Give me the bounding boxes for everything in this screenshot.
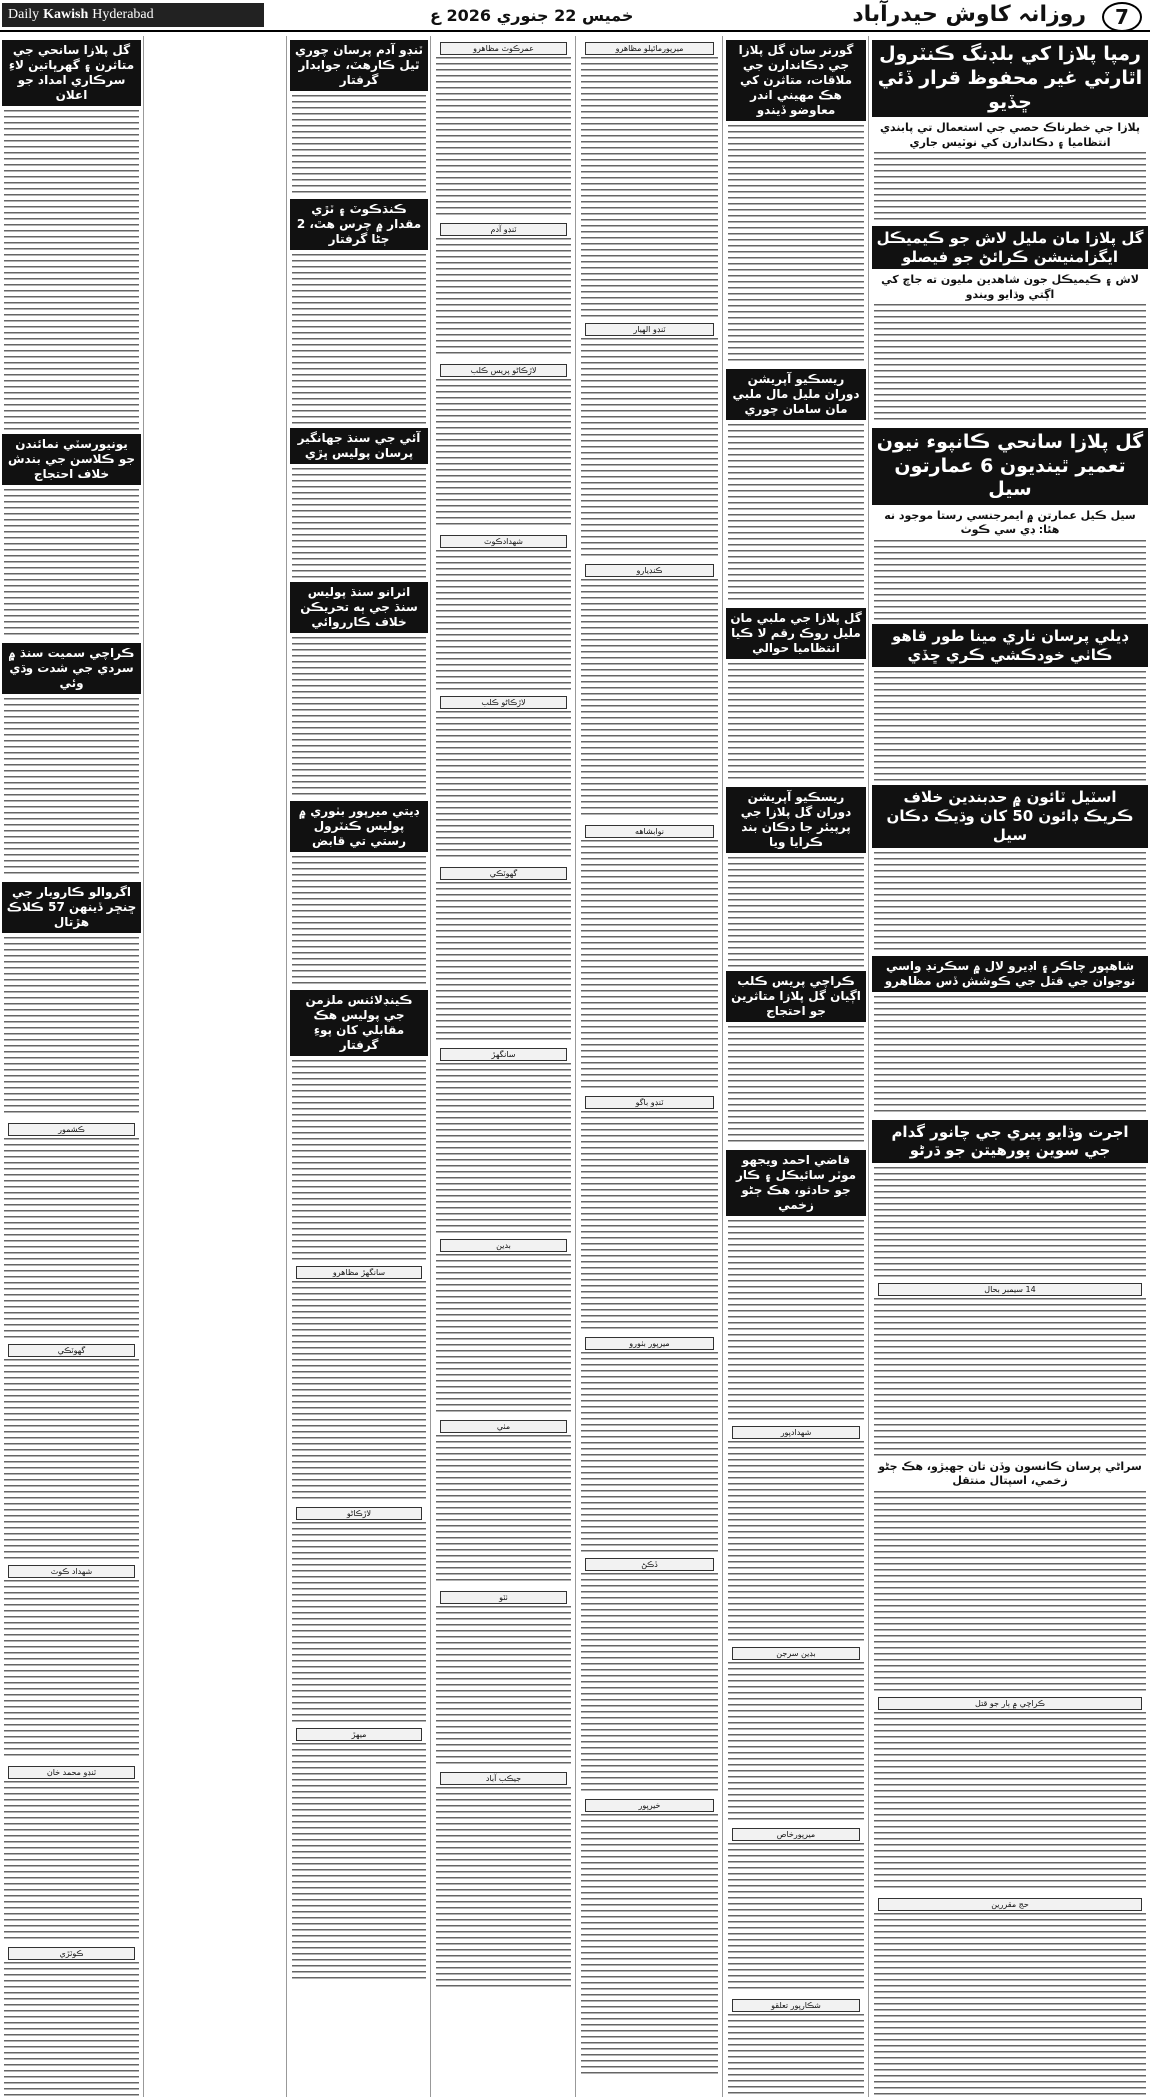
section-label: بدين xyxy=(440,1239,567,1252)
section-label: ڪوٽڙي xyxy=(8,1947,135,1960)
column-4 xyxy=(432,36,575,2097)
section-label: ٺٽو xyxy=(440,1591,567,1604)
section-label: ٽنڊو آدم xyxy=(440,223,567,236)
article-body xyxy=(581,1814,718,2074)
article-body xyxy=(292,254,426,424)
headline: ڊيتي ميرپور بٺوري ۾ پوليس ڪنٽرول رستي تي قابض xyxy=(290,801,428,852)
article-body xyxy=(4,1580,139,1760)
column-1 xyxy=(870,36,1150,2097)
headline: آئي جي سنڌ جهانگير پرسان پوليس ڀڙي xyxy=(290,428,428,464)
section-label: ڏڪڻ xyxy=(585,1558,714,1571)
article-body xyxy=(874,996,1146,1116)
column-6 xyxy=(0,36,143,2097)
headline: گل پلازا سانحي ڪانپوء نيون تعمير ٿينديون 6 عمارتون سيل xyxy=(872,428,1148,505)
article-body xyxy=(4,1359,139,1559)
masthead-city: Hyderabad xyxy=(92,7,154,22)
masthead xyxy=(0,0,1150,32)
article-body xyxy=(728,2014,864,2097)
section-label: شهدادڪوٽ xyxy=(440,535,567,548)
section-label: ڪشمور xyxy=(8,1123,135,1136)
section-label: شڪارپور تعلقو xyxy=(732,1999,860,2012)
article-body xyxy=(874,1167,1146,1277)
section-label: سانگهڙ xyxy=(440,1048,567,1061)
article-body xyxy=(874,852,1146,952)
article-body xyxy=(4,1781,139,1941)
article-body xyxy=(436,1435,571,1585)
article-body xyxy=(292,856,426,986)
article-body xyxy=(292,1060,426,1260)
article-body xyxy=(728,424,864,604)
english-masthead xyxy=(2,3,264,27)
article-body xyxy=(436,57,571,217)
article-body xyxy=(292,1281,426,1501)
article-body xyxy=(728,663,864,783)
article-body xyxy=(581,1573,718,1793)
column-2 xyxy=(724,36,868,2097)
section-label: عمرڪوٽ مظاهرو xyxy=(440,42,567,55)
headline: ڊيلي پرسان ناري مينا طور قاهو ڪاٺي خودڪشي ڪري ڇڏي xyxy=(872,624,1148,668)
headline: گل پلازا سانحي جي متاثرن ۽ گهرڀاتين لاءِ سرڪاري امداد جو اعلان xyxy=(2,40,141,106)
headline: يونيورسٽي نمائندن جو ڪلاسن جي بندش خلاف احتجاج xyxy=(2,434,141,485)
article-body xyxy=(874,1712,1146,1892)
headline: ڪنڌڪوٽ ۽ ٽڙي مقدار ۾ چرس هٿ، 2 ڄڻا گرفتار xyxy=(290,199,428,250)
article-body xyxy=(292,468,426,578)
article-body xyxy=(292,1522,426,1722)
headline: اسٽيل ٽائون ۾ حدبندين خلاف ڪريڪ ڊائون 50 کان وڌيڪ دڪان سيل xyxy=(872,785,1148,847)
section-label: ٽنڊو الهيار xyxy=(585,323,714,336)
article-body xyxy=(436,882,571,1042)
page-number: 7 xyxy=(1102,2,1142,32)
issue-date: خميس 22 جنوري 2026 ع xyxy=(430,6,634,25)
urdu-title: روزانہ کاوش حیدرآباد xyxy=(852,2,1086,27)
section-label: لاڙڪاڻو xyxy=(296,1507,422,1520)
article-body xyxy=(728,1843,864,1993)
section-label: نوابشاهه xyxy=(585,825,714,838)
headline: گل پلازا جي ملبي مان مليل روڪ رقم لا ڪيا انتظاميا حوالي xyxy=(726,608,866,659)
article-body xyxy=(436,238,571,358)
headline: رمپا پلازا کي بلڊنگ ڪنٽرول اٿارٽي غير محفوظ قرار ڏئي ڇڏيو xyxy=(872,40,1148,117)
article-body xyxy=(874,540,1146,620)
article-body xyxy=(292,95,426,195)
headline: ڪينڊلائنس ملزمن جي پوليس هڪ مقابلي کان پوءِ گرفتار xyxy=(290,990,428,1056)
article-body xyxy=(874,671,1146,781)
article-body xyxy=(874,152,1146,222)
subheadline: سراڻي پرسان ڪانسون وڏن تان جهيڙو، هڪ ڄڻو زخمي، اسپتال منتقل xyxy=(878,1460,1142,1488)
section-label: حج مقررين xyxy=(878,1898,1142,1911)
headline: اٺرانو سنڌ پوليس سنڌ جي ٻه تحريڪن خلاف ڪارروائي xyxy=(290,582,428,633)
article-body xyxy=(874,1913,1146,2097)
section-label: شهداد ڪوٽ xyxy=(8,1565,135,1578)
article-body xyxy=(436,1606,571,1766)
article-body xyxy=(728,1441,864,1641)
headline: ريسڪيو آپريشن دوران گل پلازا جي پرپيئر جا دڪان بند ڪرايا ويا xyxy=(726,787,866,853)
article-body xyxy=(581,57,718,317)
headline: گل پلازا مان مليل لاش جو ڪيميڪل ايگزامنيشن ڪرائڻ جو فيصلو xyxy=(872,226,1148,270)
section-label: گھوٽڪي xyxy=(440,867,567,880)
section-label: مٺي xyxy=(440,1420,567,1433)
section-label: خيرپور xyxy=(585,1799,714,1812)
headline: ٽنڊو آدم پرسان چوري ٿيل ڪارهٽ، جوابدار گرفتار xyxy=(290,40,428,91)
headline: قاضي احمد ويجهو موٽر سائيڪل ۽ ڪار جو حادثو، هڪ ڄڻو زخمي xyxy=(726,1150,866,1216)
subheadline: سيل ڪيل عمارتن ۾ ايمرجنسي رستا موجود نه هئا: ڊي سي ڪوٺ xyxy=(884,509,1136,537)
article-body xyxy=(4,489,139,639)
section-label: ڪنڊيارو xyxy=(585,564,714,577)
article-body xyxy=(436,550,571,690)
column-3 xyxy=(577,36,722,2097)
section-label: ميرپورماٿيلو مظاهرو xyxy=(585,42,714,55)
section-label: 14 سيمبر بحال xyxy=(878,1283,1142,1296)
article-body xyxy=(728,125,864,365)
section-label: جيڪب آباد xyxy=(440,1772,567,1785)
subheadline: لاش ۽ ڪيميڪل جون شاهدين مليون ته جاچ کي اڳتي وڌايو ويندو xyxy=(881,273,1139,301)
section-label: شهدادپور xyxy=(732,1426,860,1439)
article-body xyxy=(728,1662,864,1822)
section-label: ٽنڊو محمد خان xyxy=(8,1766,135,1779)
masthead-brand: Kawish xyxy=(43,7,89,22)
headline: اگروالو ڪاروبار جي ڇنڇر ڏينهن 57 ڪلاڪ هڙتال xyxy=(2,882,141,933)
column-5 xyxy=(288,36,430,2097)
section-label: ميرپورخاص xyxy=(732,1828,860,1841)
section-label: ڪراچي ۾ ٻار جو قتل xyxy=(878,1697,1142,1710)
article-body xyxy=(581,1111,718,1331)
section-label: لاڙڪاڻو ڪلب xyxy=(440,696,567,709)
article-body xyxy=(4,1138,139,1338)
article-body xyxy=(436,1787,571,1987)
article-body xyxy=(728,1026,864,1146)
headline: ريسڪيو آپريشن دوران مليل مال ملبي مان سامان چوري xyxy=(726,369,866,420)
article-body xyxy=(874,304,1146,424)
masthead-prefix: Daily xyxy=(8,7,40,22)
article-body xyxy=(436,1254,571,1414)
section-label: گهوٽڪي xyxy=(8,1344,135,1357)
article-body xyxy=(581,579,718,819)
headline: گورنر سان گل پلازا جي دڪاندارن جي ملاقات، متاثرن کي هڪ مهيني اندر معاوضو ڏيندو xyxy=(726,40,866,121)
article-body xyxy=(581,338,718,558)
article-body xyxy=(4,1962,139,2097)
article-body xyxy=(436,711,571,861)
article-body xyxy=(436,379,571,529)
article-body xyxy=(292,637,426,797)
section-label: ميرپور بٺورو xyxy=(585,1337,714,1350)
article-body xyxy=(4,698,139,878)
article-body xyxy=(581,840,718,1090)
article-body xyxy=(874,1491,1146,1691)
article-body xyxy=(728,1220,864,1420)
headline: ڪراچي سميت سنڌ ۾ سردي جي شدت وڌي وئي xyxy=(2,643,141,694)
headline: شاهپور چاڪر ۽ اڊيرو لال ۾ سڪرنڊ واسي نوجوان جي قتل جي ڪوشش ڏس مظاهرو xyxy=(872,956,1148,992)
article-body xyxy=(581,1352,718,1552)
section-label: ميهڙ xyxy=(296,1728,422,1741)
section-label: ٽنڊو باگو xyxy=(585,1096,714,1109)
section-label: سانگهڙ مظاهرو xyxy=(296,1266,422,1279)
article-body xyxy=(436,1063,571,1233)
section-label: لاڙڪاڻو پريس ڪلب xyxy=(440,364,567,377)
article-body xyxy=(728,857,864,967)
subheadline: پلازا جي خطرناڪ حصي جي استعمال تي پابندي انتظاميا ۽ دڪاندارن کي نوٽيس جاري xyxy=(879,121,1141,149)
article-body xyxy=(4,110,139,430)
article-body xyxy=(4,937,139,1117)
headline: اجرت وڌايو پيري جي چانور گدام جي سوين پورهيتن جو ڌرڻو xyxy=(872,1120,1148,1164)
article-body xyxy=(292,1743,426,1983)
headline: ڪراچي پريس ڪلب اڳيان گل پلازا متاثرين جو احتجاج xyxy=(726,971,866,1022)
article-body xyxy=(874,1298,1146,1458)
section-label: بڊين سرجن xyxy=(732,1647,860,1660)
